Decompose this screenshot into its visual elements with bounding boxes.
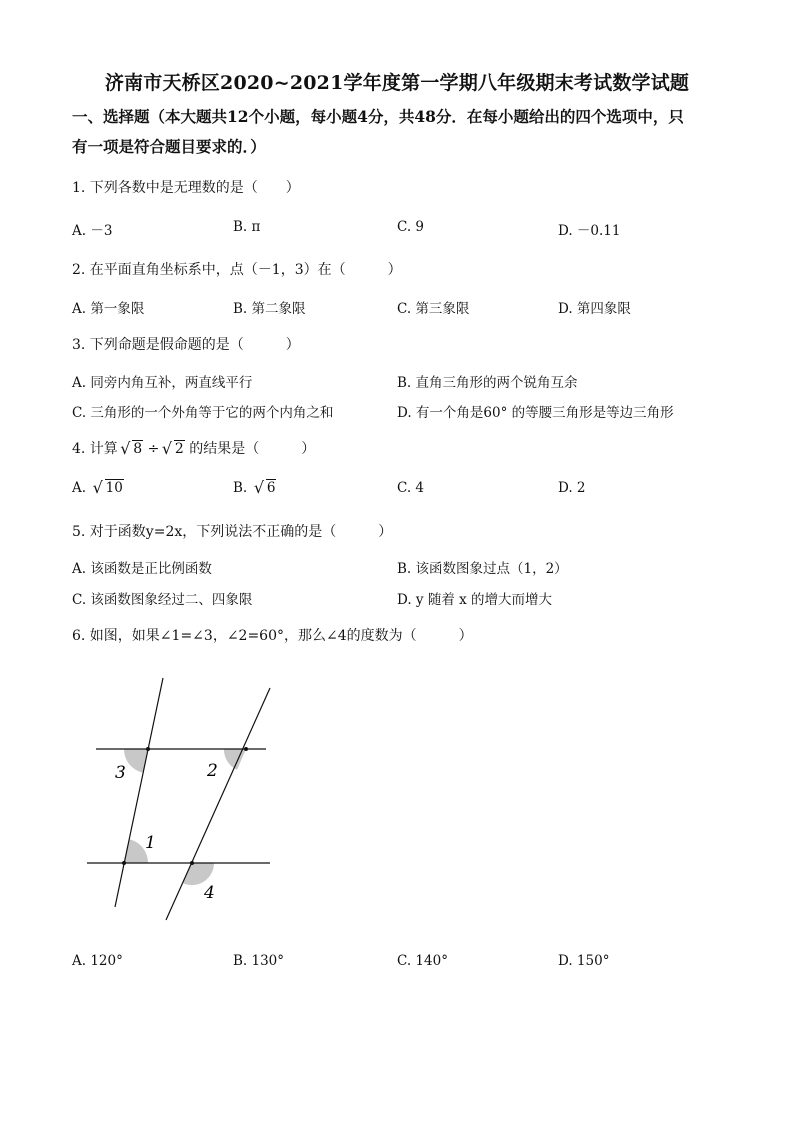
question-4-stem-pre: 4. 计算: [72, 441, 118, 457]
angle-label-3: 3: [115, 763, 126, 783]
question-3-stem: 3. 下列命题是假命题的是（ ）: [72, 337, 300, 353]
question-3-option-d[interactable]: D. 有一个角是60° 的等腰三角形是等边三角形: [397, 405, 674, 421]
left-transversal: [115, 678, 163, 907]
question-3-option-a[interactable]: A. 同旁内角互补，两直线平行: [72, 375, 253, 391]
question-4-option-a[interactable]: A. √ 10: [72, 480, 124, 496]
question-4-option-c[interactable]: C. 4: [397, 480, 425, 496]
page-title: 济南市天桥区2020~2021学年度第一学期八年级期末考试数学试题: [104, 72, 690, 94]
question-3-option-c[interactable]: C. 三角形的一个外角等于它的两个内角之和: [72, 405, 334, 421]
question-6-option-b[interactable]: B. 130°: [233, 953, 285, 969]
question-2-stem: 2. 在平面直角坐标系中，点（－1，3）在（ ）: [72, 262, 402, 278]
sqrt-2: √ 2: [164, 441, 185, 457]
question-6-stem: 6. 如图，如果∠1=∠3，∠2=60°，那么∠4的度数为（ ）: [72, 628, 473, 644]
question-5-option-d[interactable]: D. y 随着 x 的增大而增大: [397, 592, 553, 608]
question-6-option-d[interactable]: D. 150°: [558, 953, 610, 969]
question-6-option-c[interactable]: C. 140°: [397, 953, 448, 969]
question-1-option-b[interactable]: B. π: [233, 219, 261, 235]
question-5-option-a[interactable]: A. 该函数是正比例函数: [72, 561, 212, 577]
sqrt-6: √ 6: [256, 480, 277, 496]
sqrt-10: √ 10: [95, 480, 124, 496]
angle-label-1: 1: [145, 833, 156, 853]
angle-label-2: 2: [207, 761, 218, 781]
question-4-option-d[interactable]: D. 2: [558, 480, 586, 496]
question-4-stem-post: 的结果是（ ）: [189, 441, 316, 457]
angle-label-4: 4: [204, 883, 215, 903]
question-2-option-b[interactable]: B. 第二象限: [233, 301, 306, 317]
section-heading-line1: 一、选择题（本大题共12个小题，每小题4分，共48分．在每小题给出的四个选项中，只: [72, 107, 684, 126]
question-2-option-a[interactable]: A. 第一象限: [72, 301, 145, 317]
question-5-option-b[interactable]: B. 该函数图象过点（1，2）: [397, 561, 568, 577]
question-5-stem: 5. 对于函数y=2x，下列说法不正确的是（ ）: [72, 524, 393, 540]
question-4-option-b[interactable]: B. √ 6: [233, 480, 276, 496]
question-1-option-a[interactable]: A. －3: [72, 223, 113, 239]
question-1-option-c[interactable]: C. 9: [397, 219, 425, 235]
right-transversal: [166, 688, 270, 920]
angle-4-shading: [183, 863, 214, 885]
question-2-option-c[interactable]: C. 第三象限: [397, 301, 470, 317]
section-heading-line2: 有一项是符合题目要求的．）: [72, 137, 266, 156]
question-5-option-c[interactable]: C. 该函数图象经过二、四象限: [72, 592, 253, 608]
sqrt-8: √ 8: [122, 441, 143, 457]
question-1-option-d[interactable]: D. －0.11: [558, 223, 621, 239]
divide-sign: ÷: [147, 441, 164, 457]
question-3-option-b[interactable]: B. 直角三角形的两个锐角互余: [397, 375, 578, 391]
question-2-option-d[interactable]: D. 第四象限: [558, 301, 631, 317]
question-6-option-a[interactable]: A. 120°: [72, 953, 123, 969]
question-1-stem: 1. 下列各数中是无理数的是（ ）: [72, 180, 300, 196]
